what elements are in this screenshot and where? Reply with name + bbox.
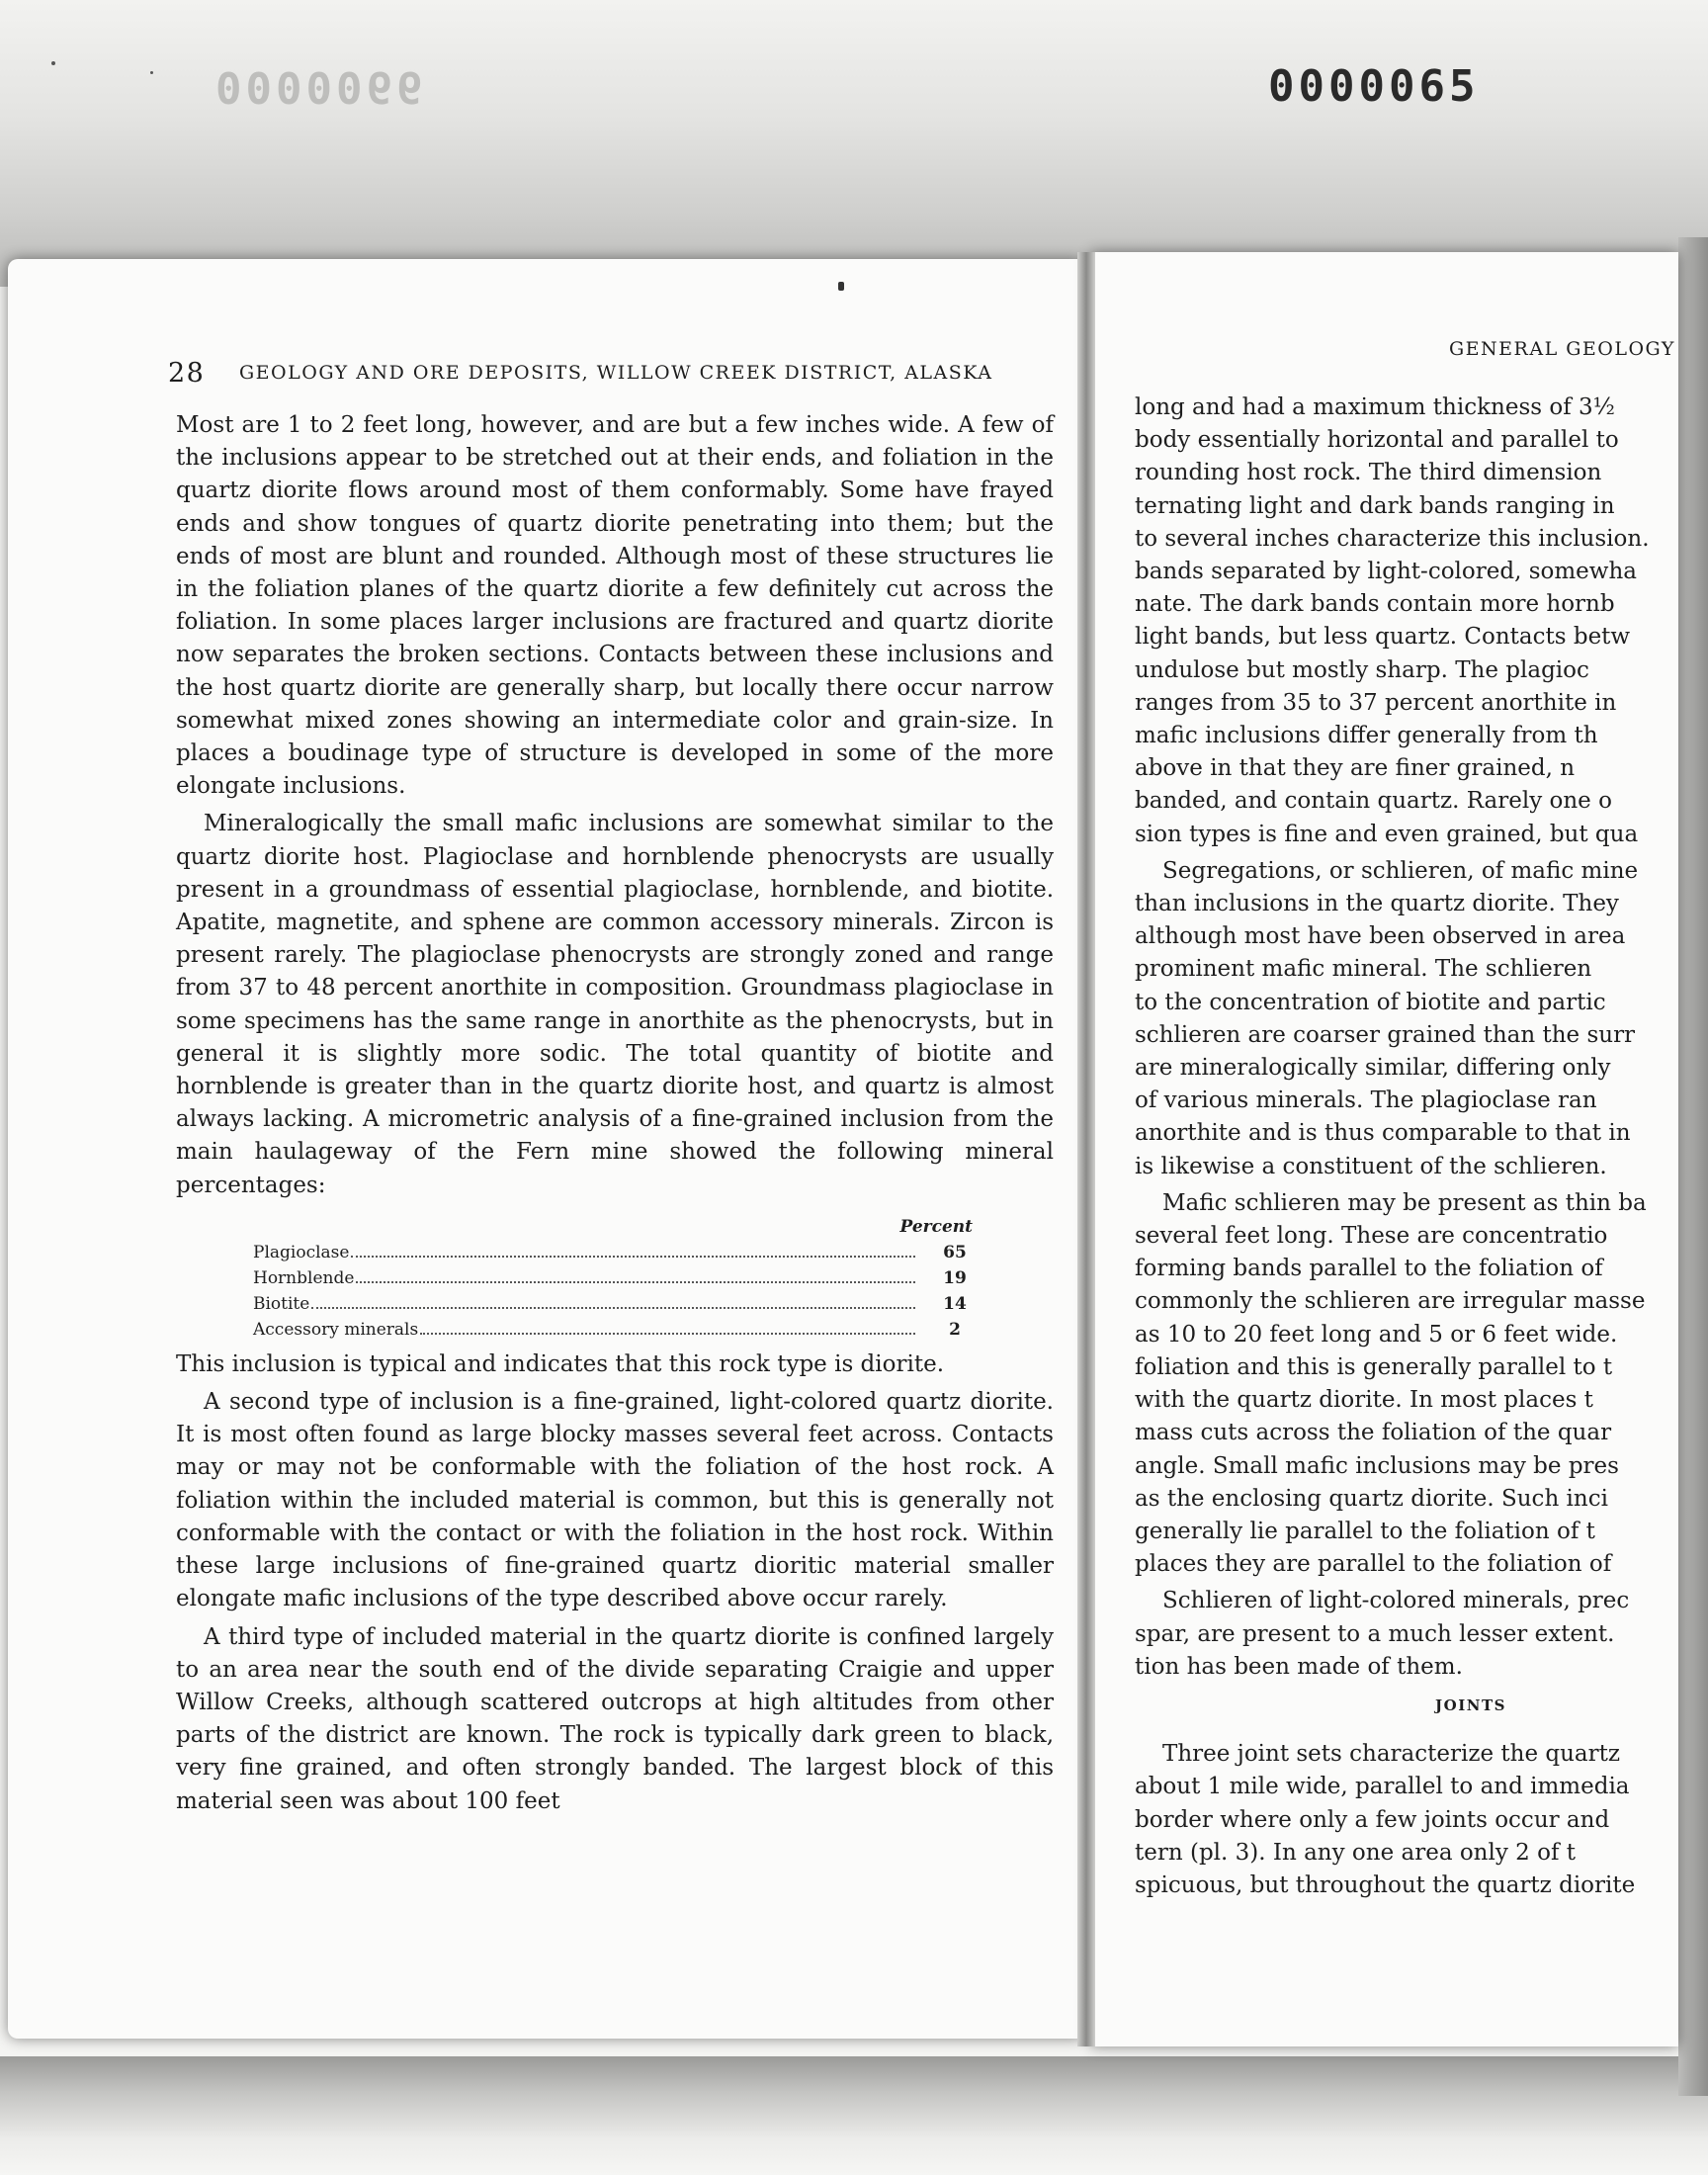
text-line: bands separated by light-colored, somewha [1135, 559, 1637, 585]
paragraph: This inclusion is typical and indicates that this rock type is diorite. [176, 1350, 945, 1377]
text-line: to several inches characterize this inclusion. [1135, 525, 1650, 552]
text-line: several feet long. These are concentratio [1135, 1223, 1608, 1250]
book-gutter [1077, 252, 1095, 2046]
text-line: tern (pl. 3). In any one area only 2 of t [1135, 1839, 1577, 1866]
text-line: spicuous, but throughout the quartz diorite [1135, 1871, 1636, 1898]
table-row-label: Hornblende [253, 1267, 355, 1288]
scan-mark [838, 282, 844, 291]
table-row-value: 14 [943, 1293, 967, 1314]
scan-speck [150, 71, 153, 74]
text-line: commonly the schlieren are irregular masse [1135, 1288, 1646, 1315]
scan-speck [51, 61, 55, 65]
paragraph: A third type of included material in the quartz diorite is confined largely to an area near the south end of the divide separating Craigie and upper Willow Creeks, although scattered outcrops at high altitudes from other parts of the district are known. The rock is typically dark green to black, very fine grained, and often strongly banded. The largest block of this material seen was about 100 feet [176, 1623, 1054, 1814]
text-line: with the quartz diorite. In most places t [1135, 1387, 1593, 1414]
text-line: Segregations, or schlieren, of mafic mine [1162, 857, 1639, 884]
dot-leader [311, 1307, 915, 1309]
text-line: Mafic schlieren may be present as thin ba [1162, 1189, 1647, 1216]
text-line: of various minerals. The plagioclase ran [1135, 1088, 1597, 1114]
text-line: as 10 to 20 feet long and 5 or 6 feet wide. [1135, 1321, 1618, 1348]
text-line: ranges from 35 to 37 percent anorthite in [1135, 689, 1617, 716]
text-line: than inclusions in the quartz diorite. They [1135, 891, 1619, 917]
right-page-body [1135, 392, 1688, 1902]
text-line: banded, and contain quartz. Rarely one o [1135, 788, 1612, 815]
dot-leader [420, 1333, 915, 1335]
table-row-value: 19 [943, 1267, 967, 1288]
text-line: although most have been observed in area [1135, 923, 1626, 950]
page-number: 28 [168, 358, 206, 389]
text-line: forming bands parallel to the foliation of [1135, 1256, 1603, 1282]
text-line: mass cuts across the foliation of the quar [1135, 1420, 1612, 1446]
text-line: anorthite and is thus comparable to that in [1135, 1120, 1631, 1147]
text-line: generally lie parallel to the foliation of t [1135, 1518, 1595, 1544]
dot-leader [351, 1256, 915, 1258]
text-line: sion types is fine and even grained, but qua [1135, 821, 1639, 847]
table-row-value: 2 [949, 1319, 961, 1340]
stamp-number: 0000065 [1268, 61, 1480, 112]
scan-background-bottom [0, 2056, 1708, 2175]
text-line: tion has been made of them. [1135, 1653, 1463, 1680]
text-line: above in that they are finer grained, n [1135, 755, 1576, 782]
paragraph: A second type of inclusion is a fine-grained, light-colored quartz diorite. It is most often found as large blocky masses several feet across. Contacts may or may not be conformable with the foliation of the host rock. A foliation within the included material is common, but this is generally not conformable with the contact or with the foliation in the host rock. Within these large inclusions of fine-grained quartz dioritic material smaller elongate mafic inclusions of the type described above occur rarely. [176, 1389, 1054, 1612]
text-line: places they are parallel to the foliation of [1135, 1551, 1612, 1578]
text-line: long and had a maximum thickness of 3½ [1135, 394, 1615, 420]
table-row-label: Accessory minerals [253, 1319, 419, 1340]
text-line: nate. The dark bands contain more hornb [1135, 591, 1615, 618]
text-line: is likewise a constituent of the schlieren. [1135, 1153, 1607, 1179]
text-line: mafic inclusions differ generally from th [1135, 723, 1598, 749]
text-line: Three joint sets characterize the quartz [1162, 1741, 1620, 1768]
text-line: angle. Small mafic inclusions may be pres [1135, 1452, 1619, 1479]
text-line: ternating light and dark bands ranging in [1135, 492, 1615, 519]
dot-leader [356, 1281, 915, 1283]
table-header: Percent [899, 1216, 973, 1237]
scan-background-top [0, 0, 1708, 287]
text-line: schlieren are coarser grained than the surr [1135, 1021, 1636, 1048]
text-line: spar, are present to a much lesser extent. [1135, 1620, 1615, 1647]
text-line: body essentially horizontal and parallel to [1135, 427, 1619, 454]
section-heading-joints: JOINTS [1435, 1696, 1506, 1714]
text-line: about 1 mile wide, parallel to and immedia [1135, 1774, 1630, 1800]
table-row [253, 1240, 984, 1265]
text-line: are mineralogically similar, differing only [1135, 1055, 1611, 1082]
text-line: as the enclosing quartz diorite. Such inci [1135, 1485, 1608, 1512]
text-line: Schlieren of light-colored minerals, prec [1162, 1588, 1630, 1614]
paragraph: Most are 1 to 2 feet long, however, and are but a few inches wide. A few of the inclusions appear to be stretched out at their ends, and foliation in the quartz diorite flows around most of them conformably. Some have frayed ends and show tongues of quartz diorite penetrating into them; but the ends of most are blunt and rounded. Although most of these structures lie in the foliation planes of the quartz diorite a few definitely cut across the foliation. In some places larger inclusions are fractured and quartz diorite now separates the broken sections. Contacts between these inclusions and the host quartz diorite are generally sharp, but locally there occur narrow somewhat mixed zones showing an intermediate color and grain-size. In places a boudinage type of structure is developed in some of the more elongate inclusions. [176, 412, 1054, 800]
ghost-stamp-number: 0000066 [215, 61, 427, 112]
text-line: prominent mafic mineral. The schlieren [1135, 956, 1592, 983]
running-head-left: GEOLOGY AND ORE DEPOSITS, WILLOW CREEK DISTRICT, ALASKA [239, 362, 993, 384]
table-row [253, 1317, 984, 1343]
table-row [253, 1291, 984, 1317]
running-head-right: GENERAL GEOLOGY [1449, 338, 1675, 360]
text-line: border where only a few joints occur and [1135, 1806, 1610, 1833]
text-line: rounding host rock. The third dimension [1135, 460, 1602, 486]
text-line: light bands, but less quartz. Contacts betw [1135, 624, 1631, 651]
text-line: to the concentration of biotite and partic [1135, 989, 1606, 1015]
table-row-value: 65 [943, 1242, 967, 1262]
table-row [253, 1265, 984, 1291]
text-line: foliation and this is generally parallel to t [1135, 1353, 1613, 1380]
mineral-percent-table [253, 1214, 984, 1343]
left-page-body [176, 409, 1054, 1818]
paragraph: Mineralogically the small mafic inclusions are somewhat similar to the quartz diorite host. Plagioclase and hornblende phenocrysts are usually present in a groundmass of essential plagioclase, hornblende, and biotite. Apatite, magnetite, and sphene are common accessory minerals. Zircon is present rarely. The plagioclase phenocrysts are strongly zoned and range from 37 to 48 percent anorthite in composition. Groundmass plagioclase in some specimens has the same range in anorthite as the phenocrysts, but in general it is slightly more sodic. The total quantity of biotite and hornblende is greater than in the quartz diorite host, and quartz is almost always lacking. A micrometric analysis of a fine-grained inclusion from the main haulageway of the Fern mine showed the following mineral percentages: [176, 811, 1054, 1198]
text-line: undulose but mostly sharp. The plagioc [1135, 656, 1589, 683]
table-row-label: Biotite [253, 1293, 310, 1314]
table-row-label: Plagioclase [253, 1242, 350, 1262]
